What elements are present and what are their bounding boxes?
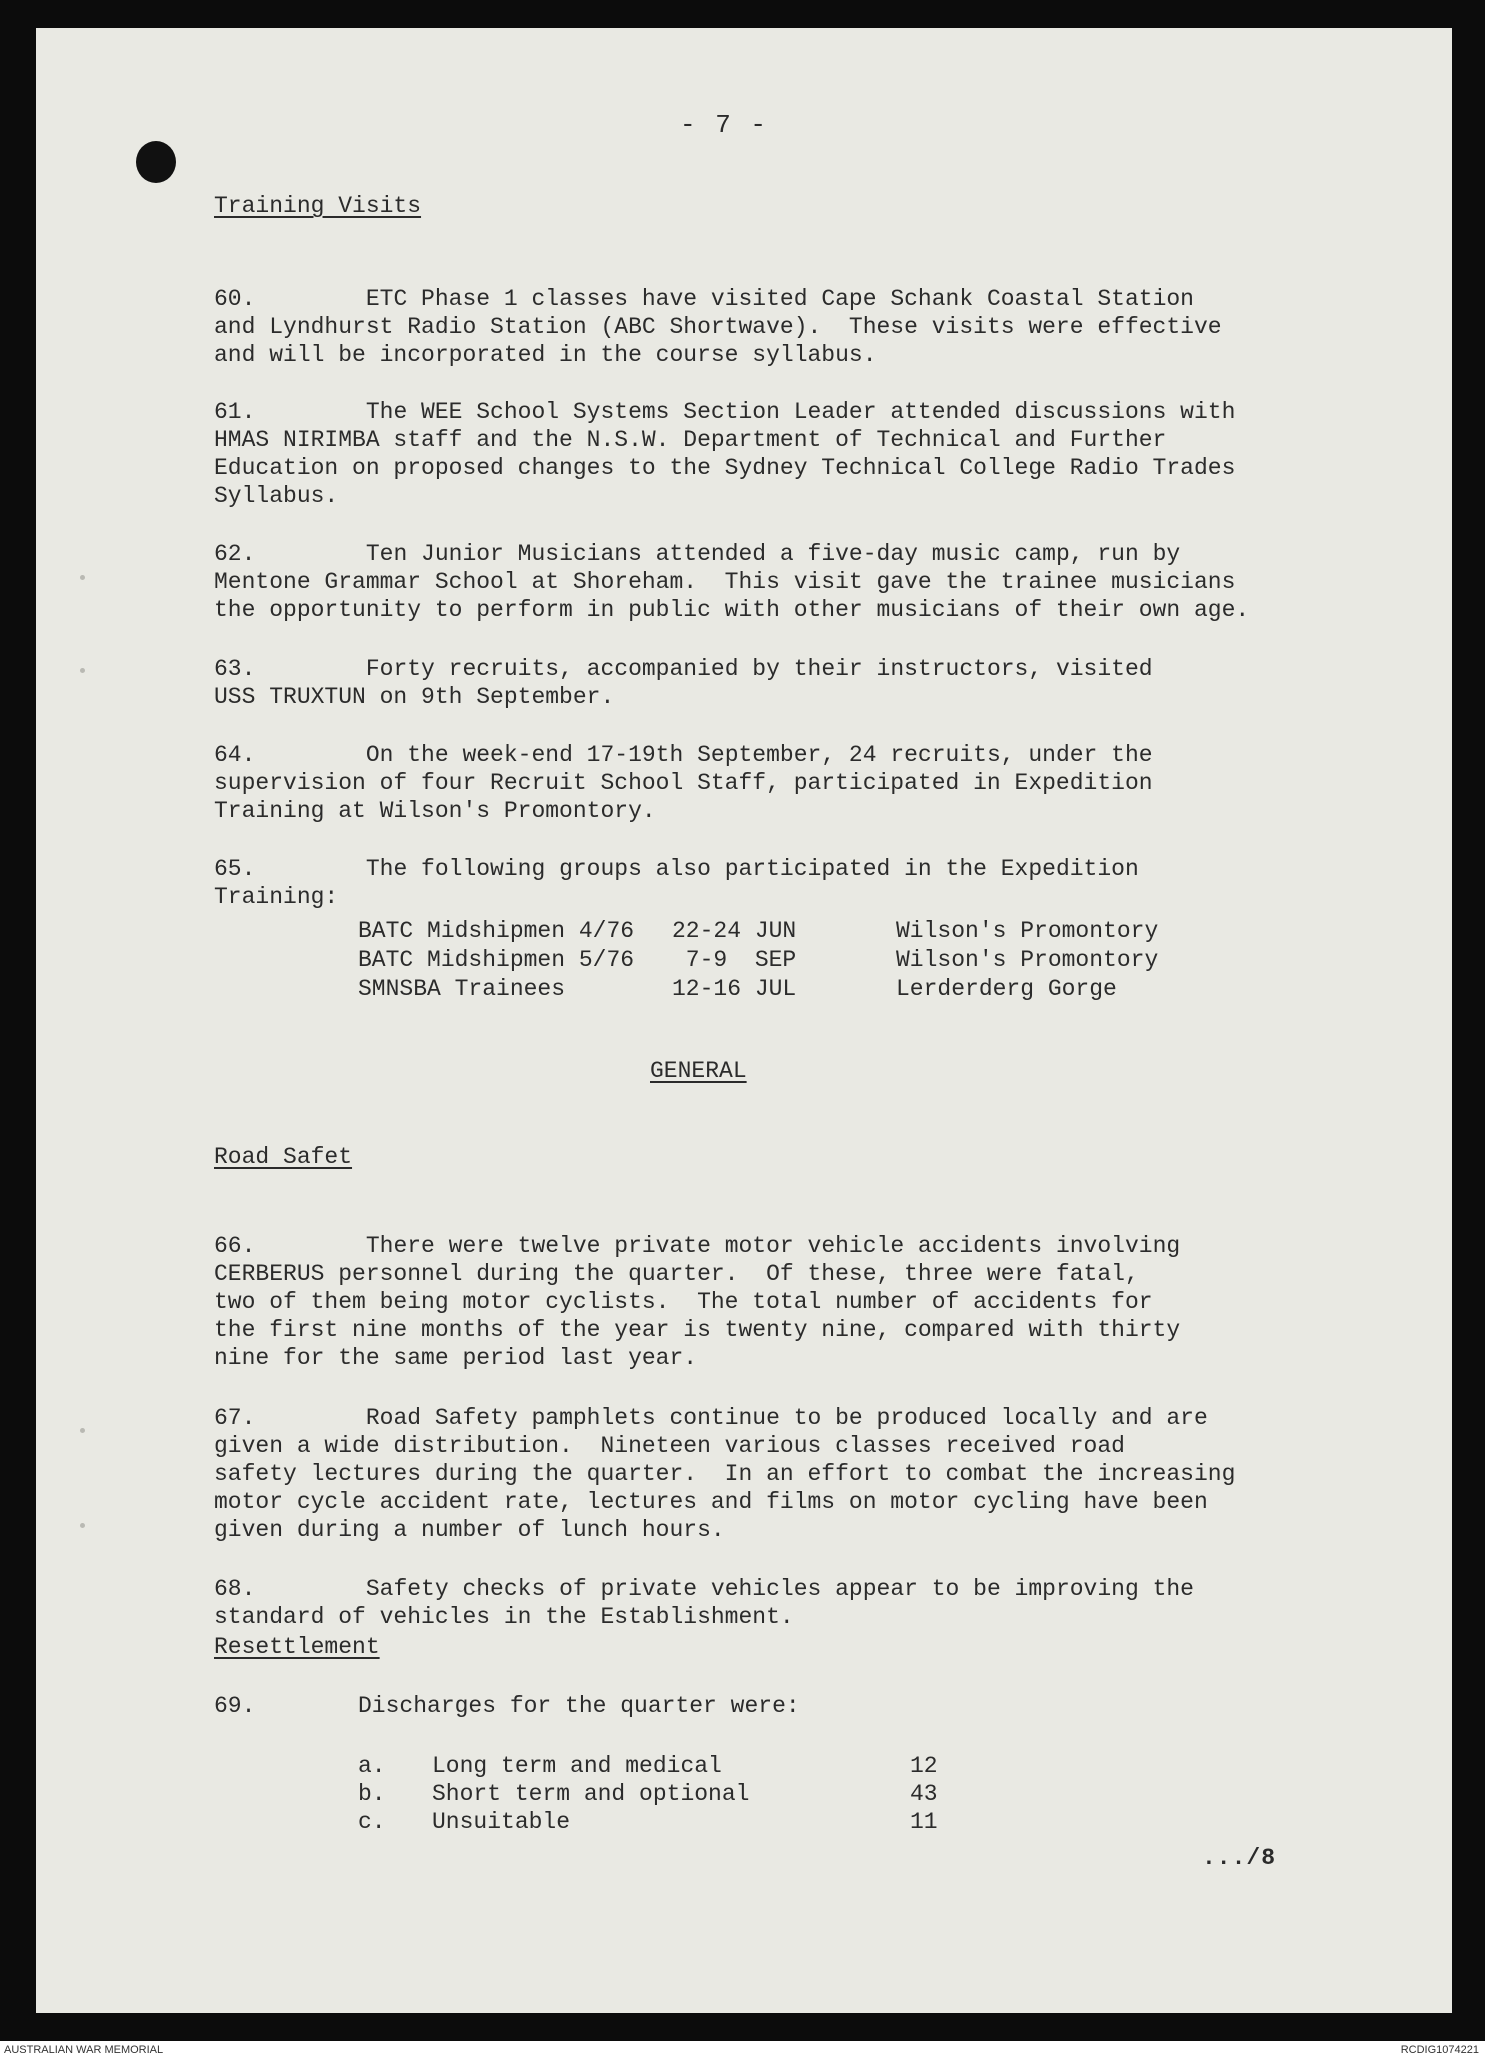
expedition-location: Lerderderg Gorge: [896, 976, 1117, 1002]
para-number: 65.: [214, 856, 256, 882]
paragraph-68: [214, 1547, 1194, 1631]
footer-right: RCDIG1074221: [1400, 2044, 1479, 2056]
para-line: HMAS NIRIMBA staff and the N.S.W. Department of Technical and Further: [214, 427, 1167, 453]
para-line: motor cycle accident rate, lectures and films on motor cycling have been: [214, 1489, 1208, 1515]
para-number: 62.: [214, 541, 256, 567]
expedition-group: SMNSBA Trainees: [358, 976, 566, 1002]
para-number: 68.: [214, 1576, 256, 1602]
discharge-letter: c.: [358, 1809, 386, 1835]
para-line: There were twelve private motor vehicle accidents involving: [255, 1233, 1181, 1259]
discharge-label: Short term and optional: [432, 1781, 750, 1807]
archive-footer: [0, 2041, 1485, 2061]
discharge-count: 43: [910, 1781, 938, 1807]
paper-mark: [80, 668, 85, 673]
para-line: two of them being motor cyclists. The total number of accidents for: [214, 1289, 1153, 1315]
para-line: the opportunity to perform in public with other musicians of their own age.: [214, 597, 1250, 623]
para-line: CERBERUS personnel during the quarter. Of these, three were fatal,: [214, 1261, 1139, 1287]
paragraph-64: [214, 713, 1153, 825]
discharge-letter: b.: [358, 1781, 386, 1807]
paragraph-62: [214, 512, 1249, 624]
continuation-marker: .../8: [1202, 1845, 1277, 1871]
road-safety-heading: Road Safet: [214, 1144, 353, 1170]
expedition-dates: 22-24 JUN: [672, 918, 797, 944]
punch-hole: [136, 141, 176, 183]
general-heading: GENERAL: [650, 1058, 747, 1084]
para-line: Safety checks of private vehicles appear to be improving the: [255, 1576, 1194, 1602]
paragraph-61: [214, 370, 1235, 510]
paragraph-60: [214, 257, 1222, 369]
para-line: On the week-end 17-19th September, 24 recruits, under the: [255, 742, 1153, 768]
para-line: safety lectures during the quarter. In an effort to combat the increasing: [214, 1461, 1236, 1487]
para-line: Forty recruits, accompanied by their instructors, visited: [255, 656, 1153, 682]
expedition-group: BATC Midshipmen 4/76: [358, 918, 635, 944]
discharge-count: 12: [910, 1753, 938, 1779]
footer-left: AUSTRALIAN WAR MEMORIAL: [4, 2044, 164, 2056]
para-number: 61.: [214, 399, 256, 425]
paper-mark: [80, 1428, 85, 1433]
para-line: The WEE School Systems Section Leader attended discussions with: [255, 399, 1236, 425]
para-line: Mentone Grammar School at Shoreham. This visit gave the trainee musicians: [214, 569, 1236, 595]
discharge-label: Unsuitable: [432, 1809, 571, 1835]
para-line: nine for the same period last year.: [214, 1345, 698, 1371]
para-line: Education on proposed changes to the Sydney Technical College Radio Trades: [214, 455, 1236, 481]
para-line: standard of vehicles in the Establishment.: [214, 1604, 794, 1630]
para-line: and Lyndhurst Radio Station (ABC Shortwave). These visits were effective: [214, 314, 1222, 340]
para-line: Road Safety pamphlets continue to be produced locally and are: [255, 1405, 1208, 1431]
training-visits-heading: Training Visits: [214, 193, 422, 219]
discharge-letter: a.: [358, 1753, 386, 1779]
para-line: ETC Phase 1 classes have visited Cape Schank Coastal Station: [255, 286, 1194, 312]
paper-mark: [80, 575, 85, 580]
para-line: Training:: [214, 884, 339, 910]
paragraph-67: [214, 1376, 1235, 1544]
para-number: 64.: [214, 742, 256, 768]
para-line: Syllabus.: [214, 483, 339, 509]
para-number: 60.: [214, 286, 256, 312]
paragraph-63: [214, 627, 1153, 711]
resettlement-heading: Resettlement: [214, 1634, 380, 1660]
para-line: supervision of four Recruit School Staff, participated in Expedition: [214, 770, 1153, 796]
para-line: and will be incorporated in the course syllabus.: [214, 342, 877, 368]
para-line: USS TRUXTUN on 9th September.: [214, 684, 615, 710]
expedition-dates: 7-9 SEP: [672, 947, 797, 973]
para-number: 63.: [214, 656, 256, 682]
para-number: 66.: [214, 1233, 256, 1259]
paragraph-66: [214, 1204, 1180, 1372]
para-number: 69.: [214, 1693, 256, 1719]
paper-mark: [80, 1523, 85, 1528]
para-number: 67.: [214, 1405, 256, 1431]
para-line: Training at Wilson's Promontory.: [214, 798, 656, 824]
page-number: - 7 -: [680, 110, 769, 140]
discharge-count: 11: [910, 1809, 938, 1835]
expedition-location: Wilson's Promontory: [896, 947, 1159, 973]
para-line: the first nine months of the year is twenty nine, compared with thirty: [214, 1317, 1181, 1343]
expedition-dates: 12-16 JUL: [672, 976, 797, 1002]
discharge-label: Long term and medical: [432, 1753, 722, 1779]
para-line: given a wide distribution. Nineteen various classes received road: [214, 1433, 1125, 1459]
expedition-location: Wilson's Promontory: [896, 918, 1159, 944]
paragraph-65: [214, 827, 1139, 911]
paragraph-69-text: Discharges for the quarter were:: [358, 1693, 800, 1719]
para-line: given during a number of lunch hours.: [214, 1517, 725, 1543]
para-line: The following groups also participated in the Expedition: [255, 856, 1139, 882]
expedition-group: BATC Midshipmen 5/76: [358, 947, 635, 973]
para-line: Ten Junior Musicians attended a five-day music camp, run by: [255, 541, 1181, 567]
